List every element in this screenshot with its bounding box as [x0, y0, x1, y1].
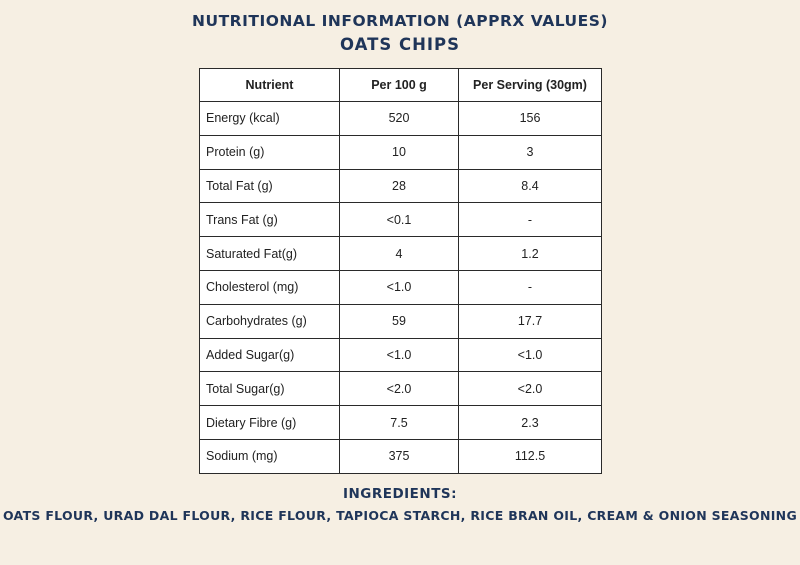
- per-serving-cell: 156: [459, 102, 602, 136]
- table-header-row: [200, 69, 602, 102]
- table-row: [200, 372, 602, 406]
- per-100g-cell: 7.5: [340, 406, 459, 440]
- table-row: [200, 135, 602, 169]
- per-serving-cell: <2.0: [459, 372, 602, 406]
- nutrient-cell: Carbohydrates (g): [200, 304, 340, 338]
- ingredients-heading: INGREDIENTS:: [342, 486, 458, 502]
- per-serving-cell: -: [459, 270, 602, 304]
- column-header-per-serving: Per Serving (30gm): [459, 69, 602, 102]
- per-serving-cell: 8.4: [459, 169, 602, 203]
- per-100g-cell: 520: [340, 102, 459, 136]
- per-100g-cell: <2.0: [340, 372, 459, 406]
- nutrient-cell: Total Sugar(g): [200, 372, 340, 406]
- per-serving-cell: -: [459, 203, 602, 237]
- per-100g-cell: <1.0: [340, 338, 459, 372]
- per-serving-cell: 2.3: [459, 406, 602, 440]
- nutrient-cell: Protein (g): [200, 135, 340, 169]
- nutrient-cell: Added Sugar(g): [200, 338, 340, 372]
- table-row: [200, 169, 602, 203]
- nutrient-cell: Sodium (mg): [200, 439, 340, 473]
- table-row: [200, 102, 602, 136]
- per-serving-cell: 112.5: [459, 439, 602, 473]
- column-header-per-100g: Per 100 g: [340, 69, 459, 102]
- per-serving-cell: 1.2: [459, 237, 602, 271]
- per-100g-cell: <0.1: [340, 203, 459, 237]
- page-title: NUTRITIONAL INFORMATION (APPRX VALUES): [192, 12, 608, 30]
- per-100g-cell: <1.0: [340, 270, 459, 304]
- table-row: [200, 304, 602, 338]
- table-row: [200, 270, 602, 304]
- per-serving-cell: 3: [459, 135, 602, 169]
- nutrient-cell: Dietary Fibre (g): [200, 406, 340, 440]
- table-row: [200, 338, 602, 372]
- table-row: [200, 406, 602, 440]
- per-serving-cell: <1.0: [459, 338, 602, 372]
- table-row: [200, 237, 602, 271]
- per-100g-cell: 10: [340, 135, 459, 169]
- nutrient-cell: Energy (kcal): [200, 102, 340, 136]
- per-serving-cell: 17.7: [459, 304, 602, 338]
- per-100g-cell: 59: [340, 304, 459, 338]
- nutrient-cell: Total Fat (g): [200, 169, 340, 203]
- nutrient-cell: Cholesterol (mg): [200, 270, 340, 304]
- product-name: OATS CHIPS: [340, 35, 460, 54]
- nutrition-table: [199, 68, 602, 474]
- per-100g-cell: 28: [340, 169, 459, 203]
- ingredients-list: OATS FLOUR, URAD DAL FLOUR, RICE FLOUR, TAPIOCA STARCH, RICE BRAN OIL, CREAM & ONION SEASONING: [2, 508, 798, 523]
- table-row: [200, 203, 602, 237]
- table-row: [200, 439, 602, 473]
- per-100g-cell: 375: [340, 439, 459, 473]
- column-header-nutrient: Nutrient: [200, 69, 340, 102]
- per-100g-cell: 4: [340, 237, 459, 271]
- nutrient-cell: Saturated Fat(g): [200, 237, 340, 271]
- nutrient-cell: Trans Fat (g): [200, 203, 340, 237]
